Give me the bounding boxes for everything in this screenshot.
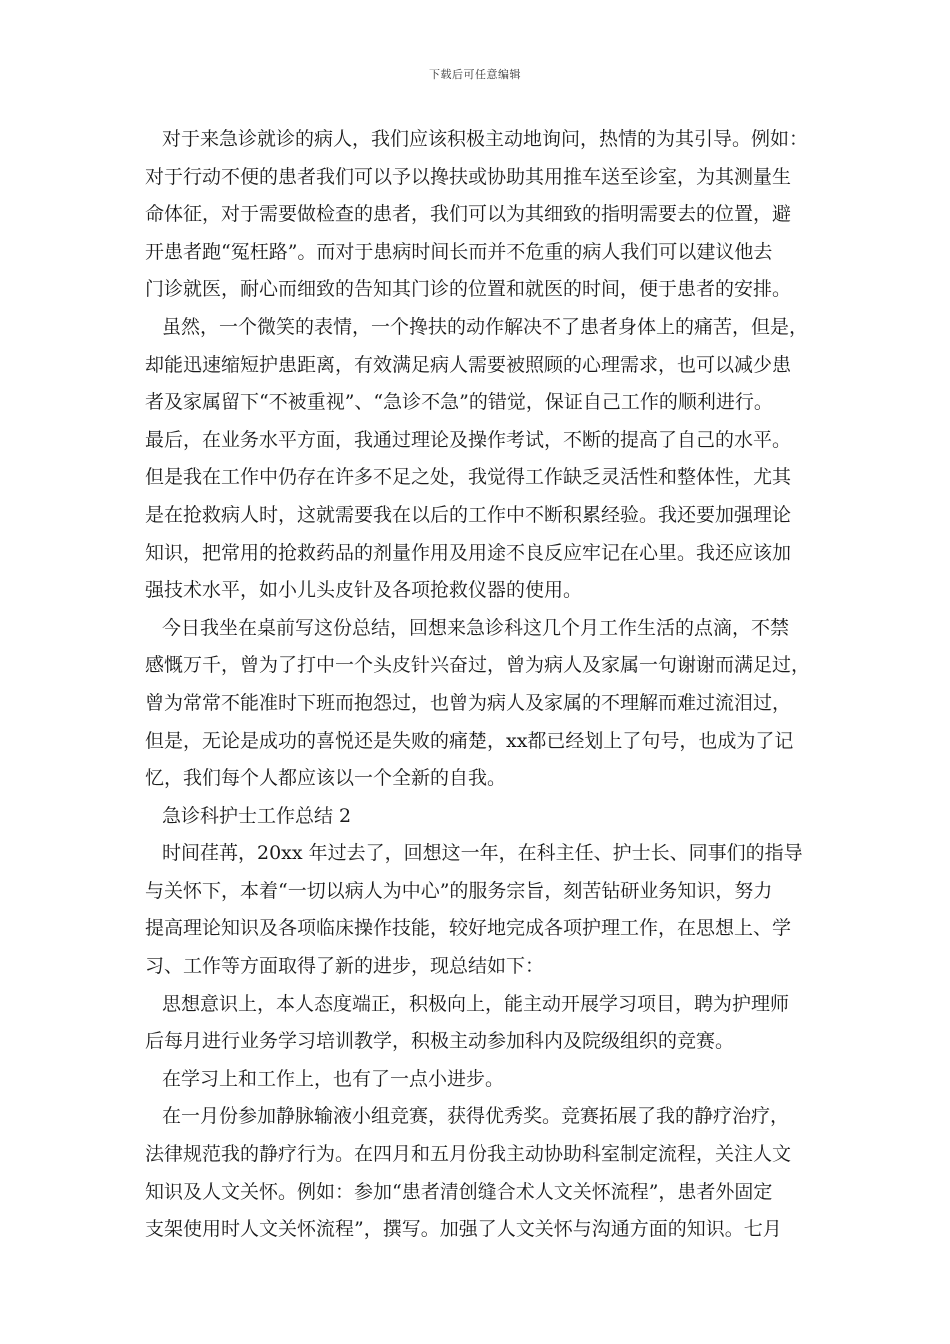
document-body xyxy=(145,121,821,1249)
text-line: 是在抢救病人时，这就需要我在以后的工作中不断积累经验。我还要加强理论 xyxy=(145,503,792,526)
text-line: 强技术水平，如小儿头皮针及各项抢救仪器的使用。 xyxy=(145,579,583,602)
text-line: 但是，无论是成功的喜悦还是失败的痛楚，xx都已经划上了句号，也成为了记 xyxy=(145,729,794,752)
text-line: 门诊就医，耐心而细致的告知其门诊的位置和就医的时间，便于患者的安排。 xyxy=(145,278,792,301)
text-line: 思想意识上，本人态度端正，积极向上，能主动开展学习项目，聘为护理师 xyxy=(162,992,790,1015)
text-line: 命体征，对于需要做检查的患者，我们可以为其细致的指明需要去的位置，避 xyxy=(145,203,792,226)
text-line: 忆，我们每个人都应该以一个全新的自我。 xyxy=(145,767,507,790)
text-line: 知识，把常用的抢救药品的剂量作用及用途不良反应牢记在心里。我还应该加 xyxy=(145,541,792,564)
text-line: 对于行动不便的患者我们可以予以搀扶或协助其用推车送至诊室，为其测量生 xyxy=(145,165,792,188)
text-line: 急诊科护士工作总结 2 xyxy=(162,804,352,827)
text-line: 知识及人文关怀。例如：参加“患者清创缝合术人文关怀流程”，患者外固定 xyxy=(145,1180,773,1203)
text-line: 对于来急诊就诊的病人，我们应该积极主动地询问，热情的为其引导。例如： xyxy=(162,128,809,150)
text-line: 曾为常常不能准时下班而抱怨过，也曾为病人及家属的不理解而难过流泪过， xyxy=(145,691,792,714)
text-line: 时间荏苒，20xx 年过去了，回想这一年，在科主任、护士长、同事们的指导 xyxy=(162,842,803,865)
text-line: 法律规范我的静疗行为。在四月和五月份我主动协助科室制定流程，关注人文 xyxy=(145,1143,792,1166)
text-line: 与关怀下，本着“一切以病人为中心”的服务宗旨，刻苦钻研业务知识，努力 xyxy=(145,879,773,902)
text-line: 后每月进行业务学习培训教学，积极主动参加科内及院级组织的竞赛。 xyxy=(145,1030,735,1053)
text-line: 支架使用时人文关怀流程”，撰写。加强了人文关怀与沟通方面的知识。七月 xyxy=(145,1218,782,1241)
text-line: 提高理论知识及各项临床操作技能，较好地完成各项护理工作，在思想上、学 xyxy=(145,917,792,940)
text-line: 感慨万千，曾为了打中一个头皮针兴奋过，曾为病人及家属一句谢谢而满足过， xyxy=(145,654,811,677)
text-line: 虽然，一个微笑的表情，一个搀扶的动作解决不了患者身体上的痛苦，但是， xyxy=(162,315,809,338)
text-line: 开患者跑“冤枉路”。而对于患病时间长而并不危重的病人我们可以建议他去 xyxy=(145,240,773,263)
text-line: 今日我坐在桌前写这份总结，回想来急诊科这几个月工作生活的点滴，不禁 xyxy=(162,616,790,639)
text-line: 但是我在工作中仍存在许多不足之处，我觉得工作缺乏灵活性和整体性，尤其 xyxy=(145,466,792,489)
header-note: 下载后可任意编辑 xyxy=(429,68,521,81)
text-line: 者及家属留下“不被重视”、“急诊不急”的错觉，保证自己工作的顺利进行。 xyxy=(145,391,773,414)
text-line: 在学习上和工作上，也有了一点小进步。 xyxy=(162,1067,505,1090)
text-line: 习、工作等方面取得了新的进步，现总结如下： xyxy=(145,955,545,978)
text-line: 在一月份参加静脉输液小组竞赛，获得优秀奖。竞赛拓展了我的静疗治疗， xyxy=(162,1105,790,1128)
text-line: 最后，在业务水平方面，我通过理论及操作考试，不断的提高了自己的水平。 xyxy=(145,428,792,451)
text-line: 却能迅速缩短护患距离，有效满足病人需要被照顾的心理需求，也可以减少患 xyxy=(145,353,792,376)
